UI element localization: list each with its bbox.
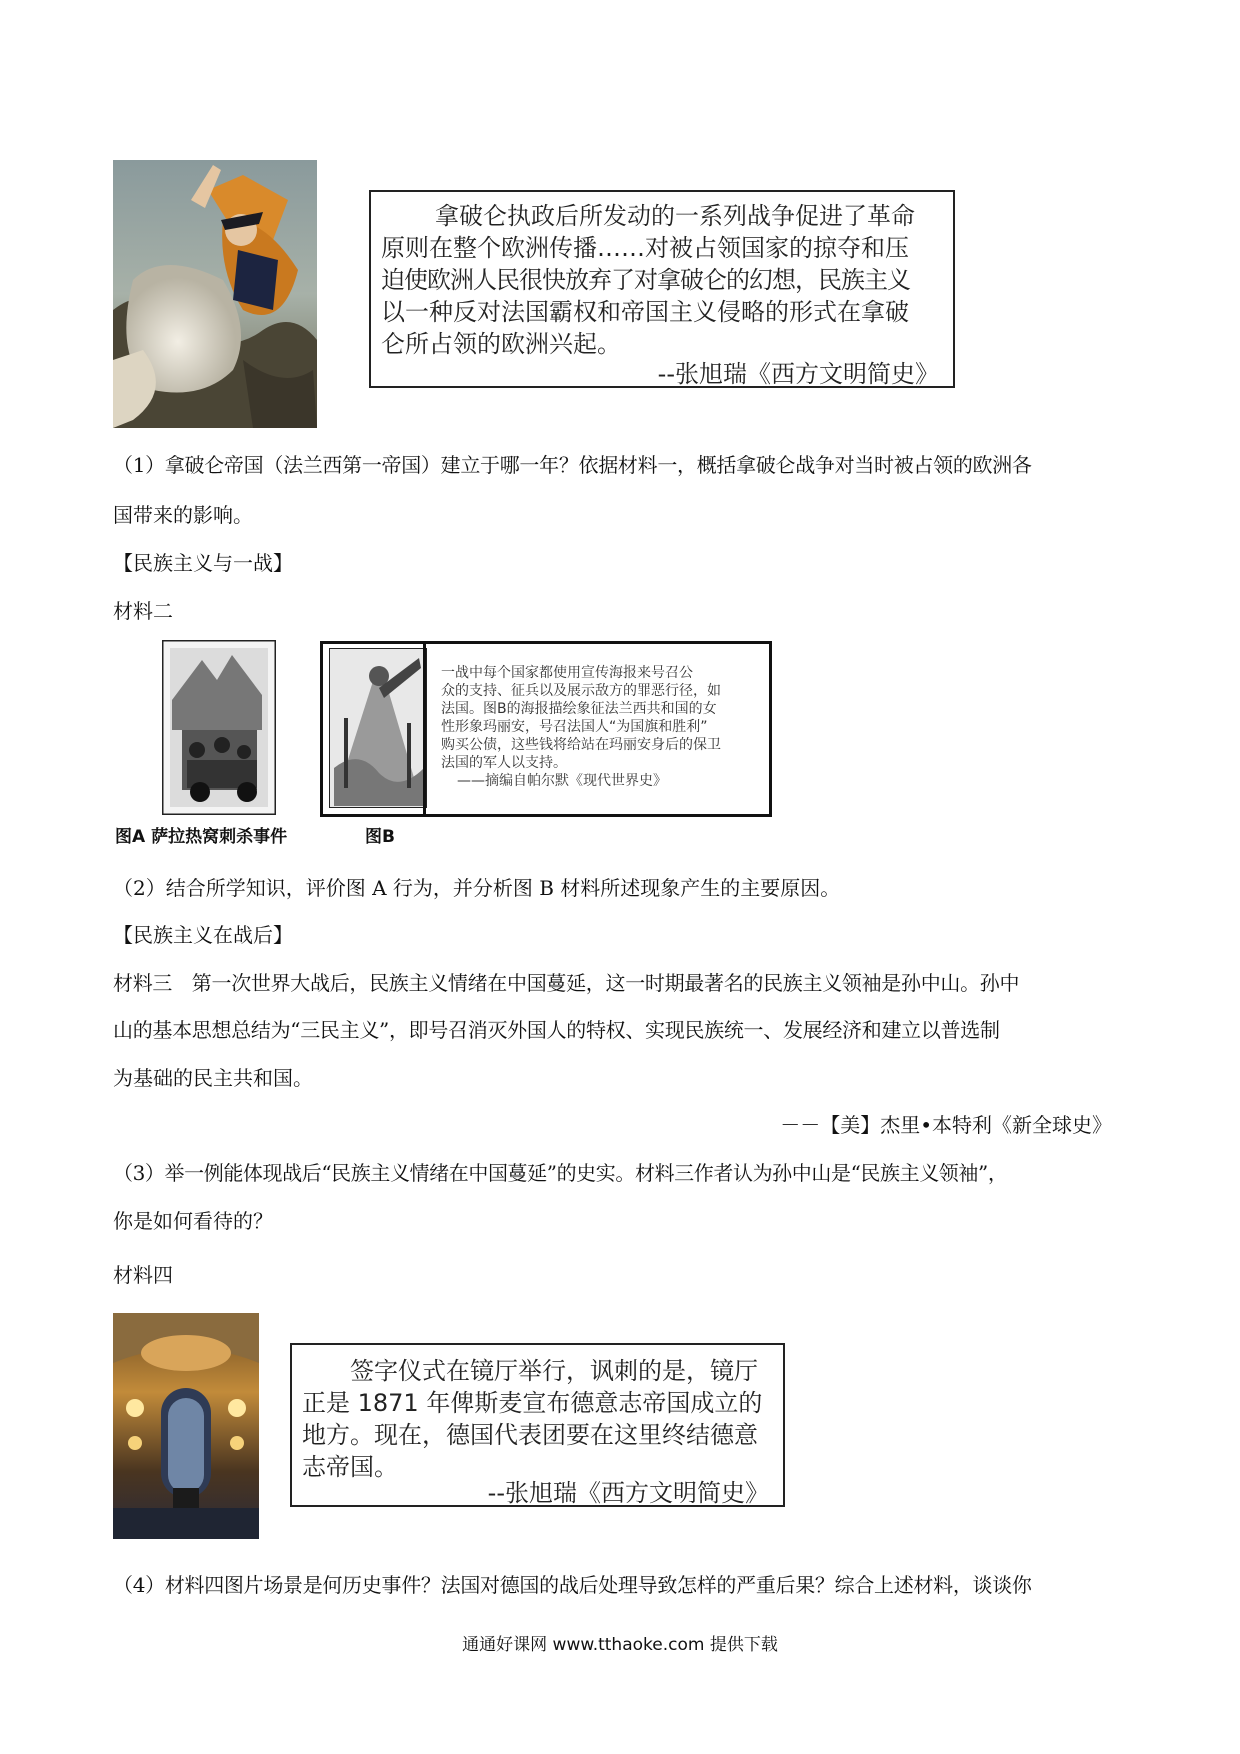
figure-b-panel [320,641,772,817]
figure-b-divider [423,644,426,814]
figure-a-caption: 图A 萨拉热窝刺杀事件 [115,827,288,847]
question-1-line: （1）拿破仑帝国（法兰西第一帝国）建立于哪一年？依据材料一，概括拿破仑战争对当时被占领的欧洲各 [113,453,1032,477]
quote-line: 正是 1871 年俾斯麦宣布德意志帝国成立的 [302,1389,763,1417]
material-3-line: 材料三 第一次世界大战后，民族主义情绪在中国蔓延，这一时期最著名的民族主义领袖是孙中山。孙中 [113,971,1020,995]
figure-b-text-line: 众的支持、征兵以及展示敌方的罪恶行径，如 [441,683,721,699]
hall-of-mirrors-photo [113,1313,259,1539]
quote-line: 地方。现在，德国代表团要在这里终结德意 [302,1421,758,1449]
quote-source: --张旭瑞《西方文明简史》 [487,1479,769,1507]
quote-line: 拿破仑执政后所发动的一系列战争促进了革命 [435,202,915,230]
question-4: （4）材料四图片场景是何历史事件？法国对德国的战后处理导致怎样的严重后果？综合上述材料，谈谈你 [113,1573,1032,1597]
quote-source: --张旭瑞《西方文明简史》 [657,360,939,388]
figure-b-text-line: 一战中每个国家都使用宣传海报来号召公 [441,665,693,681]
figure-b-source: ——摘编自帕尔默《现代世界史》 [457,773,667,789]
figure-a-sarajevo-image [162,640,276,815]
material-3-line: 山的基本思想总结为“三民主义”，即号召消灭外国人的特权、实现民族统一、发展经济和建立以普选制 [113,1018,1000,1042]
material4-quote-box [290,1343,785,1507]
quote-line: 签字仪式在镜厅举行，讽刺的是，镜厅 [350,1357,758,1385]
quote-line: 仑所占领的欧洲兴起。 [381,330,621,358]
section-heading-ww1: 【民族主义与一战】 [113,551,293,575]
napoleon-painting [113,160,317,428]
quote-line: 迫使欧洲人民很快放弃了对拿破仑的幻想，民族主义 [381,266,910,294]
figure-b-caption: 图B [365,827,395,847]
figure-b-text-line: 性形象玛丽安，号召法国人“为国旗和胜利” [441,719,708,735]
figure-b-text [441,664,721,790]
quote-line: 以一种反对法国霸权和帝国主义侵略的形式在拿破 [381,298,909,326]
quote-line: 志帝国。 [302,1453,398,1481]
material-3-line: 为基础的民主共和国。 [113,1066,313,1090]
material-3-source: －－【美】杰里•本特利《新全球史》 [780,1113,1112,1137]
quote-line: 原则在整个欧洲传播……对被占领国家的掠夺和压 [381,234,909,262]
figure-b-text-line: 法国。图B的海报描绘象征法兰西共和国的女 [441,701,717,717]
figure-b-poster-image [329,648,427,808]
material-4-label: 材料四 [113,1263,173,1287]
material-2-label: 材料二 [113,599,173,623]
section-heading-postwar: 【民族主义在战后】 [113,923,293,947]
question-1-line: 国带来的影响。 [113,503,253,527]
material1-quote-box [369,190,955,388]
question-3-line: 你是如何看待的？ [113,1209,273,1233]
page-footer: 通通好课网 www.tthaoke.com 提供下载 [462,1635,778,1655]
figure-b-text-line: 法国的军人以支持。 [441,755,567,771]
figure-b-text-line: 购买公债，这些钱将给站在玛丽安身后的保卫 [441,737,721,753]
question-2: （2）结合所学知识，评价图 A 行为，并分析图 B 材料所述现象产生的主要原因。 [113,876,841,900]
question-3-line: （3）举一例能体现战后“民族主义情绪在中国蔓延”的史实。材料三作者认为孙中山是“民族主义领袖”， [113,1161,1008,1185]
